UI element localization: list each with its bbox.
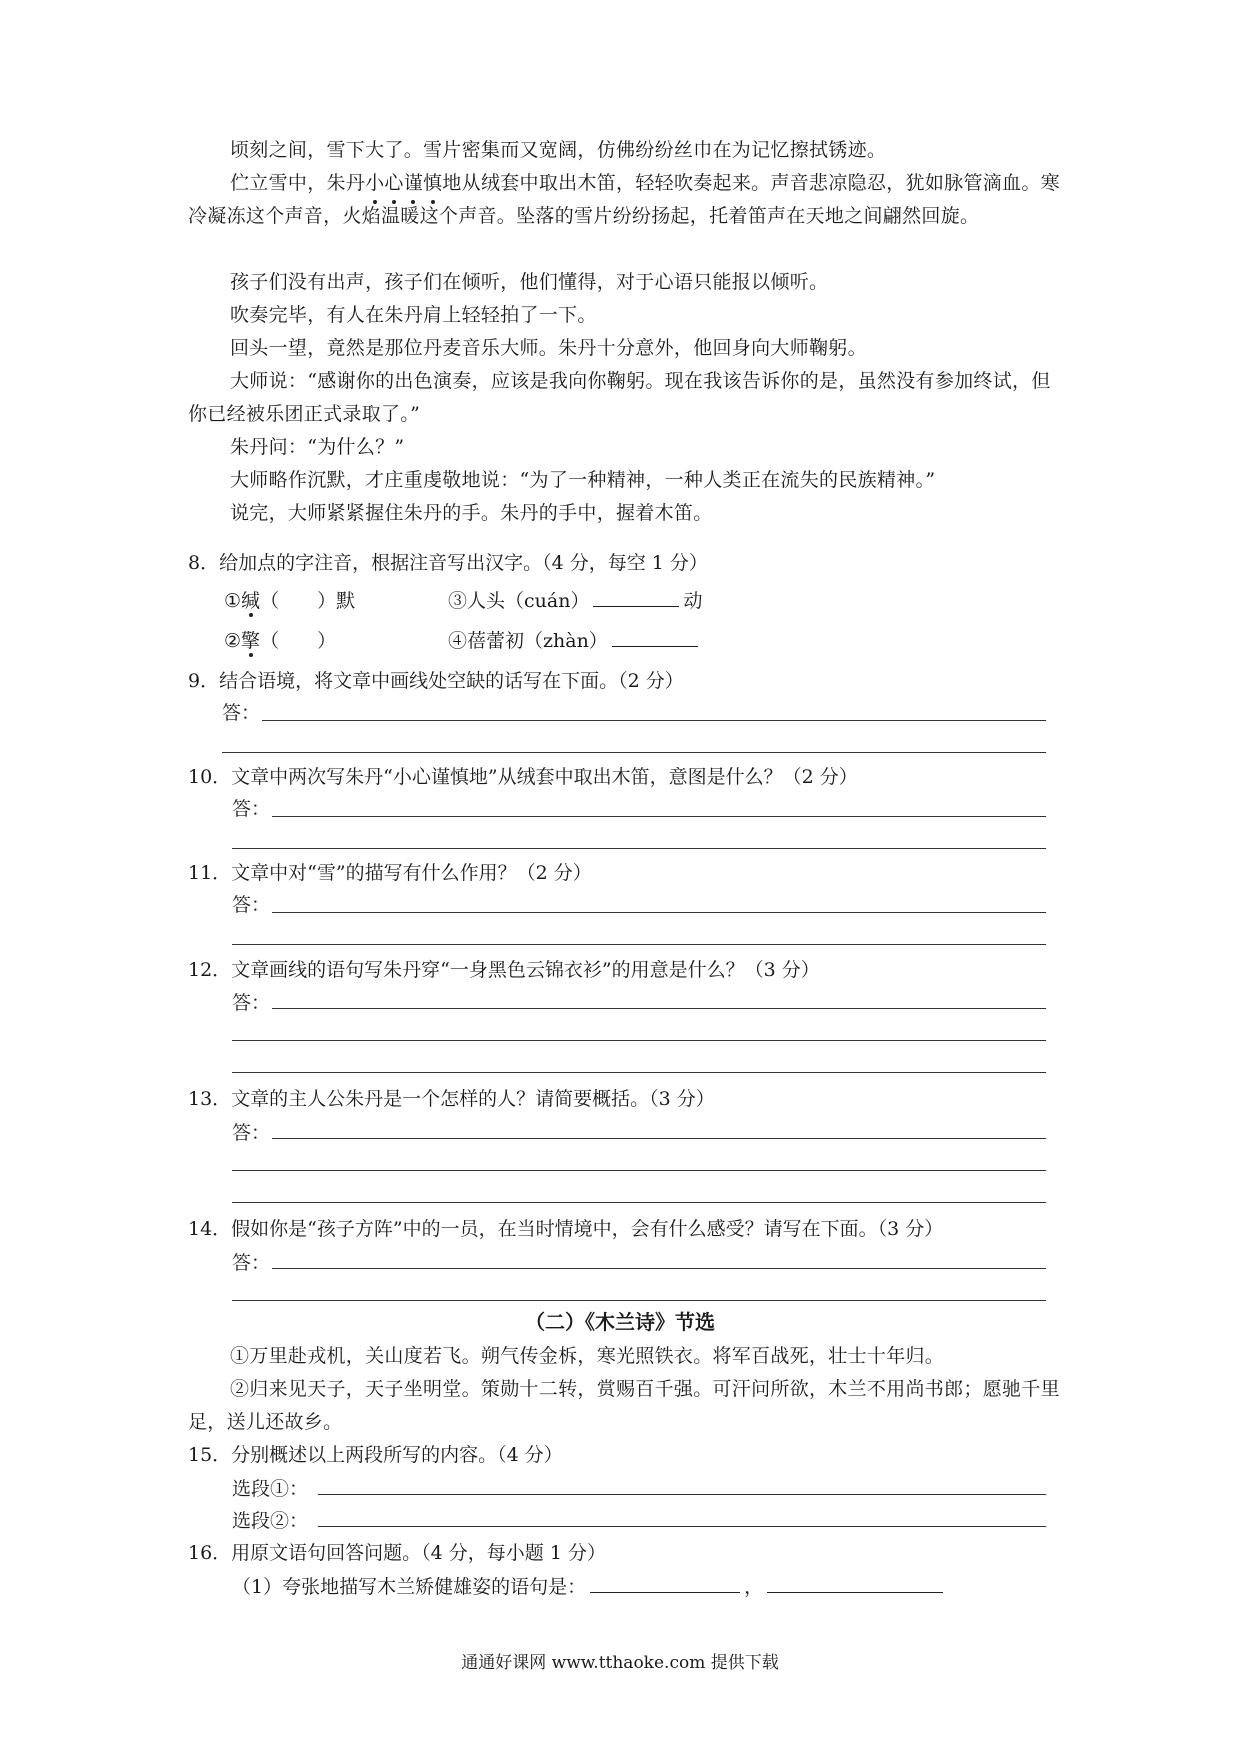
q8-option-1	[224, 586, 355, 613]
q16-item-1-blank-2[interactable]	[767, 1591, 943, 1593]
question-14: 14．假如你是“孩子方阵”中的一员，在当时情境中，会有什么感受？请写在下面。（3 分）	[188, 1218, 944, 1240]
q12-answer-label: 答：	[232, 992, 271, 1014]
question-11: 11．文章中对“雪”的描写有什么作用？（2 分）	[188, 862, 592, 884]
q8-option-1-blank[interactable]: （ ）默	[260, 590, 356, 612]
q16-item-1-blank-1[interactable]	[590, 1591, 740, 1593]
emphasis-dot-char: 小	[365, 167, 384, 200]
question-9: 9．结合语境，将文章中画线处空缺的话写在下面。（2 分）	[188, 670, 684, 692]
q9-answer-line-2[interactable]	[222, 752, 1046, 753]
q16-item-1	[232, 1572, 947, 1599]
q15-answer-line-2[interactable]	[318, 1526, 1046, 1527]
passage-paragraph-7: 朱丹问：“为什么？”	[230, 436, 405, 458]
q9-answer-line-1[interactable]	[262, 720, 1046, 721]
q16-item-1-separator: ，	[744, 1576, 764, 1598]
passage-paragraph-1: 顷刻之间，雪下大了。雪片密集而又宽阔，仿佛纷纷丝巾在为记忆擦拭锈迹。	[230, 139, 887, 161]
q8-option-3	[448, 586, 702, 613]
q13-answer-line-2[interactable]	[232, 1170, 1046, 1171]
q13-answer-line-1[interactable]	[272, 1138, 1046, 1139]
passage-paragraph-2-end: 地从绒套中取出木笛，轻轻吹奏起来。声音悲凉隐忍，犹如脉管滴血。寒冷凝冻这个声音，火焰温暖这个声音。坠落的雪片纷纷扬起，托着笛声在天地之间翩然回旋。	[188, 172, 1060, 227]
emphasis-dot-char: 谨	[404, 167, 423, 200]
passage-paragraph-4: 吹奏完毕，有人在朱丹肩上轻轻拍了一下。	[230, 304, 597, 326]
passage-paragraph-2	[188, 167, 1068, 233]
q8-option-3-text: ③人头（cuán）	[448, 590, 590, 612]
question-16: 16．用原文语句回答问题。（4 分，每小题 1 分）	[188, 1542, 606, 1564]
q8-option-2-blank[interactable]: （ ）	[260, 630, 337, 652]
question-8: 8．给加点的字注音，根据注音写出汉字。（4 分，每空 1 分）	[188, 552, 708, 574]
q11-answer-line-1[interactable]	[272, 912, 1046, 913]
q10-answer-label: 答：	[232, 798, 271, 820]
q12-answer-line-1[interactable]	[272, 1008, 1046, 1009]
passage-paragraph-5: 回头一望，竟然是那位丹麦音乐大师。朱丹十分意外，他回身向大师鞠躬。	[230, 337, 867, 359]
q11-answer-label: 答：	[232, 894, 271, 916]
q12-answer-line-3[interactable]	[232, 1072, 1046, 1073]
question-10: 10．文章中两次写朱丹“小心谨慎地”从绒套中取出木笛，意图是什么？（2 分）	[188, 766, 858, 788]
passage-paragraph-2-start: 伫立雪中，朱丹	[230, 172, 366, 194]
q9-answer-label: 答：	[222, 702, 261, 724]
q8-option-3-suffix: 动	[683, 590, 703, 612]
q15-label-2: 选段②：	[232, 1510, 309, 1532]
passage-paragraph-3: 孩子们没有出声，孩子们在倾听，他们懂得，对于心语只能报以倾听。	[230, 271, 829, 293]
q10-answer-line-2[interactable]	[232, 848, 1046, 849]
q8-option-3-blank[interactable]	[593, 605, 679, 607]
passage-paragraph-6: 大师说：“感谢你的出色演奏，应该是我向你鞠躬。现在我该告诉你的是，虽然没有参加终试，但你已经被乐团正式录取了。”	[188, 370, 1051, 425]
q13-answer-line-3[interactable]	[232, 1202, 1046, 1203]
emphasis-dot-char: 慎	[423, 167, 442, 200]
q10-answer-line-1[interactable]	[272, 816, 1046, 817]
mulan-paragraph-1: ①万里赴戎机，关山度若飞。朔气传金柝，寒光照铁衣。将军百战死，壮士十年归。	[230, 1345, 945, 1367]
q14-answer-line-1[interactable]	[272, 1268, 1046, 1269]
question-12: 12．文章画线的语句写朱丹穿“一身黑色云锦衣衫”的用意是什么？（3 分）	[188, 959, 820, 981]
q11-answer-line-2[interactable]	[232, 944, 1046, 945]
passage-paragraph-9: 说完，大师紧紧握住朱丹的手。朱丹的手中，握着木笛。	[230, 502, 713, 524]
page-footer: 通通好课网 www.tthaoke.com 提供下载	[461, 1653, 779, 1673]
emphasis-dot-char: 心	[384, 167, 403, 200]
q8-option-4	[448, 626, 702, 653]
question-15: 15．分别概述以上两段所写的内容。（4 分）	[188, 1444, 563, 1466]
q8-option-2	[224, 626, 336, 653]
q8-option-2-dotted-char: 擎	[241, 626, 260, 653]
mulan-paragraph-2: ②归来见天子，天子坐明堂。策勋十二转，赏赐百千强。可汗问所欲，木兰不用尚书郎；愿驰千里足，送儿还故乡。	[188, 1378, 1060, 1433]
q14-answer-label: 答：	[232, 1252, 271, 1274]
q16-item-1-text: （1）夸张地描写木兰矫健雄姿的语句是：	[232, 1576, 587, 1598]
q15-label-1: 选段①：	[232, 1478, 309, 1500]
q8-option-1-number: ①	[224, 590, 242, 612]
section-2-title: （二）《木兰诗》节选	[525, 1310, 715, 1334]
q14-answer-line-2[interactable]	[232, 1300, 1046, 1301]
passage-paragraph-8: 大师略作沉默，才庄重虔敬地说：“为了一种精神，一种人类正在流失的民族精神。”	[230, 469, 936, 491]
q12-answer-line-2[interactable]	[232, 1040, 1046, 1041]
question-13: 13．文章的主人公朱丹是一个怎样的人？请简要概括。（3 分）	[188, 1088, 715, 1110]
q8-option-1-dotted-char: 缄	[241, 586, 260, 613]
q8-option-2-number: ②	[224, 630, 242, 652]
q8-option-4-blank[interactable]	[612, 645, 698, 647]
q13-answer-label: 答：	[232, 1122, 271, 1144]
q8-option-4-text: ④蓓蕾初（zhàn）	[448, 630, 608, 652]
q15-answer-line-1[interactable]	[318, 1494, 1046, 1495]
